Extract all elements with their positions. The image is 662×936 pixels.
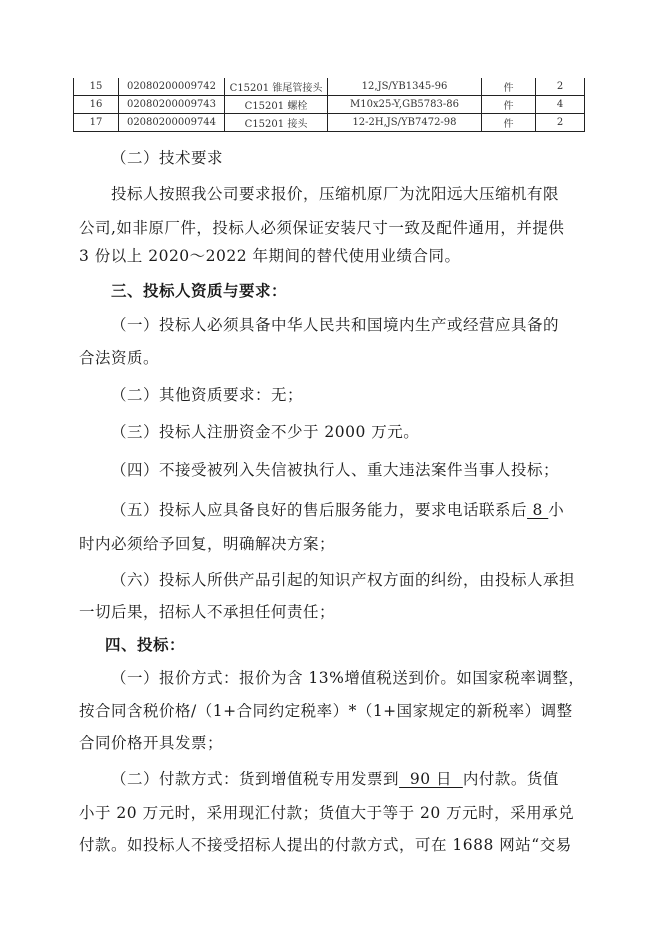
paragraph-line: 3 份以上 2020～2022 年期间的替代使用业绩合同。 [79,247,461,265]
cell-name: C15201 接头 [225,114,328,132]
response-hours: 8 [527,501,549,519]
paragraph-line: （一）报价方式：报价为含 13%增值税送到价。如国家税率调整， [111,669,585,687]
paragraph-line [111,767,559,789]
paragraph-line: 投标人按照我公司要求报价，压缩机原厂为沈阳远大压缩机有限 [111,185,560,203]
parts-table [73,78,585,132]
tech-requirements-heading: （二）技术要求 [111,149,224,167]
cell-code: 02080200009742 [119,78,225,96]
cell-qty: 4 [536,96,585,114]
paragraph-line: 时内必须给予回复，明确解决方案； [79,535,336,553]
paragraph-line: 小于 20 万元时，采用现汇付款；货值大于等于 20 万元时，采用承兑 [79,804,575,822]
paragraph-line: （一）投标人必须具备中华人民共和国境内生产或经营应具备的 [111,316,560,334]
cell-index: 15 [74,78,119,96]
paragraph-line: （四）不接受被列入失信被执行人、重大违法案件当事人投标； [111,461,560,479]
text: 小 [548,501,565,519]
paragraph-line: 合同价格开具发票； [79,734,224,752]
paragraph-line: 合法资质。 [79,349,160,367]
cell-unit: 件 [482,114,536,132]
cell-spec: 12-2H,JS/YB7472-98 [328,114,482,132]
text: 内付款。货值 [462,770,559,788]
table-row [74,96,585,114]
table-row [74,78,585,96]
paragraph-line: 公司,如非原厂件，投标人必须保证安装尺寸一致及配件通用，并提供 [79,219,565,237]
text: （五）投标人应具备良好的售后服务能力，要求电话联系后 [111,501,528,519]
section-four-heading: 四、投标： [105,635,186,654]
section-three-heading: 三、投标人资质与要求： [111,281,288,300]
paragraph-line: （六）投标人所供产品引起的知识产权方面的纠纷，由投标人承担 [111,571,576,589]
paragraph-line: （二）其他资质要求：无； [111,386,304,404]
cell-unit: 件 [482,96,536,114]
cell-spec: 12,JS/YB1345-96 [328,78,482,96]
cell-code: 02080200009744 [119,114,225,132]
cell-name: C15201 螺栓 [225,96,328,114]
cell-unit: 件 [482,78,536,96]
cell-code: 02080200009743 [119,96,225,114]
cell-index: 16 [74,96,119,114]
cell-qty: 2 [536,78,585,96]
cell-spec: M10x25-Y,GB5783-86 [328,96,482,114]
paragraph-line: 一切后果，招标人不承担任何责任； [79,603,336,621]
text: （二）付款方式：货到增值税专用发票到 [111,770,400,788]
cell-name: C15201 锥尾管接头 [225,78,328,96]
paragraph-line: 付款。如投标人不接受招标人提出的付款方式，可在 1688 网站“交易 [79,836,572,854]
table-row [74,114,585,132]
cell-qty: 2 [536,114,585,132]
paragraph-line [111,498,564,520]
paragraph-line: （三）投标人注册资金不少于 2000 万元。 [111,423,420,441]
paragraph-line: 按合同含税价格/（1+合同约定税率）*（1+国家规定的新税率）调整 [79,702,573,720]
payment-days: 90 日 [399,770,463,788]
cell-index: 17 [74,114,119,132]
